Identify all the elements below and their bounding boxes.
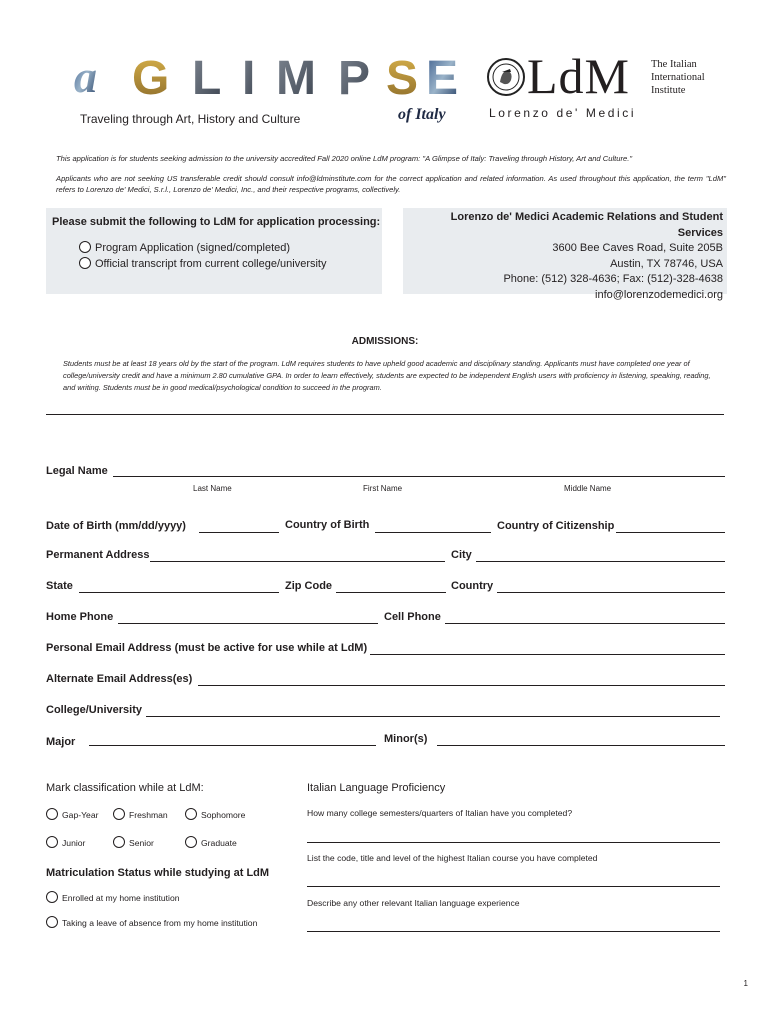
- italian-semesters-field[interactable]: [307, 842, 720, 843]
- alternate-email-field[interactable]: [198, 685, 725, 686]
- submit-box: [46, 208, 382, 294]
- country-of-citizenship-field[interactable]: [616, 532, 725, 533]
- dob-label: Date of Birth (mm/dd/yyyy): [46, 520, 186, 532]
- option-label: Graduate: [201, 838, 237, 848]
- classification-option: [185, 836, 237, 848]
- personal-email-field[interactable]: [370, 654, 725, 655]
- italian-proficiency-title: Italian Language Proficiency: [307, 782, 446, 794]
- dob-field[interactable]: [199, 532, 279, 533]
- italian-other-experience-field[interactable]: [307, 931, 720, 932]
- major-label: Major: [46, 736, 76, 748]
- legal-name-label: Legal Name: [46, 465, 108, 477]
- matriculation-option: [46, 916, 257, 928]
- option-label: Junior: [62, 838, 86, 848]
- radio-sophomore[interactable]: [185, 808, 197, 820]
- ldm-seal-icon: [487, 58, 525, 96]
- classification-title: Mark classification while at LdM:: [46, 782, 204, 794]
- permanent-address-label: Permanent Address: [46, 549, 150, 561]
- italian-question-highest-course: List the code, title and level of the highest Italian course you have completed: [307, 853, 598, 863]
- state-field[interactable]: [79, 592, 279, 593]
- checkbox-program-application[interactable]: [79, 241, 91, 253]
- cell-phone-label: Cell Phone: [384, 611, 441, 623]
- zip-code-label: Zip Code: [285, 580, 333, 592]
- last-name-caption: Last Name: [193, 484, 232, 493]
- radio-freshman[interactable]: [113, 808, 125, 820]
- option-label: Enrolled at my home institution: [62, 893, 180, 903]
- italian-question-other-experience: Describe any other relevant Italian language experience: [307, 898, 520, 908]
- radio-junior[interactable]: [46, 836, 58, 848]
- tagline: Traveling through Art, History and Culture: [80, 112, 301, 126]
- ldm-logo-word: LdM: [527, 48, 630, 104]
- submit-item: [79, 241, 290, 254]
- glimpse-letter: G: [132, 52, 170, 100]
- radio-graduate[interactable]: [185, 836, 197, 848]
- option-label: Taking a leave of absence from my home institution: [62, 918, 258, 928]
- glimpse-letter: E: [426, 52, 459, 100]
- legal-name-field[interactable]: [113, 476, 725, 477]
- matriculation-option: [46, 891, 180, 903]
- contact-email[interactable]: info@lorenzodemedici.org: [595, 288, 723, 301]
- college-label: College/University: [46, 704, 142, 716]
- section-divider: [46, 414, 724, 415]
- submit-item: [79, 257, 327, 270]
- italian-question-semesters: How many college semesters/quarters of Italian have you completed?: [307, 808, 573, 818]
- glimpse-letter: a: [74, 51, 97, 100]
- contact-city: Austin, TX 78746, USA: [610, 257, 723, 270]
- classification-option: [113, 808, 168, 820]
- major-field[interactable]: [89, 745, 376, 746]
- option-label: Sophomore: [201, 810, 246, 820]
- radio-gap-year[interactable]: [46, 808, 58, 820]
- country-field[interactable]: [497, 592, 725, 593]
- page-number: 1: [743, 979, 748, 988]
- institute-line: International: [651, 72, 705, 83]
- first-name-caption: First Name: [363, 484, 403, 493]
- glimpse-letter: S: [386, 52, 419, 100]
- glimpse-letter: M: [276, 52, 316, 100]
- home-phone-label: Home Phone: [46, 611, 114, 623]
- contact-address: 3600 Bee Caves Road, Suite 205B: [552, 242, 723, 255]
- intro-paragraph: This application is for students seeking admission to the university accredited Fall 2020 online LdM program: "A Glimpse of Italy: Traveling through History, Art and Culture.": [56, 154, 633, 163]
- admissions-title: ADMISSIONS:: [351, 336, 419, 347]
- of-italy-logo-text: of Italy: [398, 106, 446, 123]
- option-label: Gap-Year: [62, 810, 99, 820]
- intro-paragraph: Applicants who are not seeking US transferable credit should consult info@ldminstitute.com for the correct application and related information. As used throughout this application, the term "LdM" refers to Lorenzo de' Medici, S.r.l., Lorenzo de' Medici, Inc., and their respective programs, collectively.: [56, 174, 726, 194]
- home-phone-field[interactable]: [118, 623, 378, 624]
- alternate-email-label: Alternate Email Address(es): [46, 673, 193, 685]
- glimpse-letter: P: [338, 52, 371, 100]
- city-label: City: [451, 549, 472, 561]
- classification-option: [46, 808, 98, 820]
- permanent-address-field[interactable]: [150, 561, 445, 562]
- submit-item-label: Official transcript from current college/university: [95, 258, 327, 270]
- classification-option: [113, 836, 154, 848]
- contact-title: Lorenzo de' Medici Academic Relations and Student Services: [450, 211, 723, 239]
- glimpse-letter: L: [192, 52, 222, 100]
- checkbox-official-transcript[interactable]: [79, 257, 91, 269]
- classification-option: [46, 836, 85, 848]
- italian-highest-course-field[interactable]: [307, 886, 720, 887]
- country-of-birth-field[interactable]: [375, 532, 491, 533]
- middle-name-caption: Middle Name: [564, 484, 612, 493]
- radio-senior[interactable]: [113, 836, 125, 848]
- cell-phone-field[interactable]: [445, 623, 725, 624]
- radio-enrolled-home[interactable]: [46, 891, 58, 903]
- country-of-citizenship-label: Country of Citizenship: [497, 520, 615, 532]
- zip-code-field[interactable]: [336, 592, 446, 593]
- country-of-birth-label: Country of Birth: [285, 519, 370, 531]
- submit-item-label: Program Application (signed/completed): [95, 242, 291, 254]
- admissions-text: Students must be at least 18 years old by the start of the program. LdM requires students to have upheld good academic and disciplinary standing. Applicants must have completed one year of college/university credit and have a minimum 2.80 cumulative GPA. In order to learn effectively, students are expected to be independent English users with proficiency in listening, speaking, reading, and writing. Students must be in good medical/psychological condition to succeed in the program.: [63, 359, 711, 392]
- personal-email-label: Personal Email Address (must be active for use while at LdM): [46, 642, 368, 654]
- glimpse-logo: [70, 50, 462, 100]
- institute-line: The Italian: [651, 59, 697, 70]
- ldm-subtitle: Lorenzo de' Medici: [489, 106, 637, 120]
- minor-field[interactable]: [437, 745, 725, 746]
- city-field[interactable]: [476, 561, 725, 562]
- contact-details: [403, 210, 723, 304]
- contact-box: [403, 208, 727, 301]
- institute-name: [651, 58, 705, 97]
- institute-line: Institute: [651, 85, 686, 96]
- option-label: Senior: [129, 838, 154, 848]
- classification-option: [185, 808, 245, 820]
- matriculation-title: Matriculation Status while studying at LdM: [46, 867, 270, 879]
- country-label: Country: [451, 580, 494, 592]
- state-label: State: [46, 580, 73, 592]
- submit-box-title: Please submit the following to LdM for application processing:: [52, 216, 381, 228]
- minor-label: Minor(s): [384, 733, 428, 745]
- option-label: Freshman: [129, 810, 168, 820]
- college-field[interactable]: [146, 716, 720, 717]
- contact-phone: Phone: (512) 328-4636; Fax: (512)-328-4638: [503, 273, 723, 286]
- glimpse-letter: I: [242, 52, 256, 100]
- radio-leave-of-absence[interactable]: [46, 916, 58, 928]
